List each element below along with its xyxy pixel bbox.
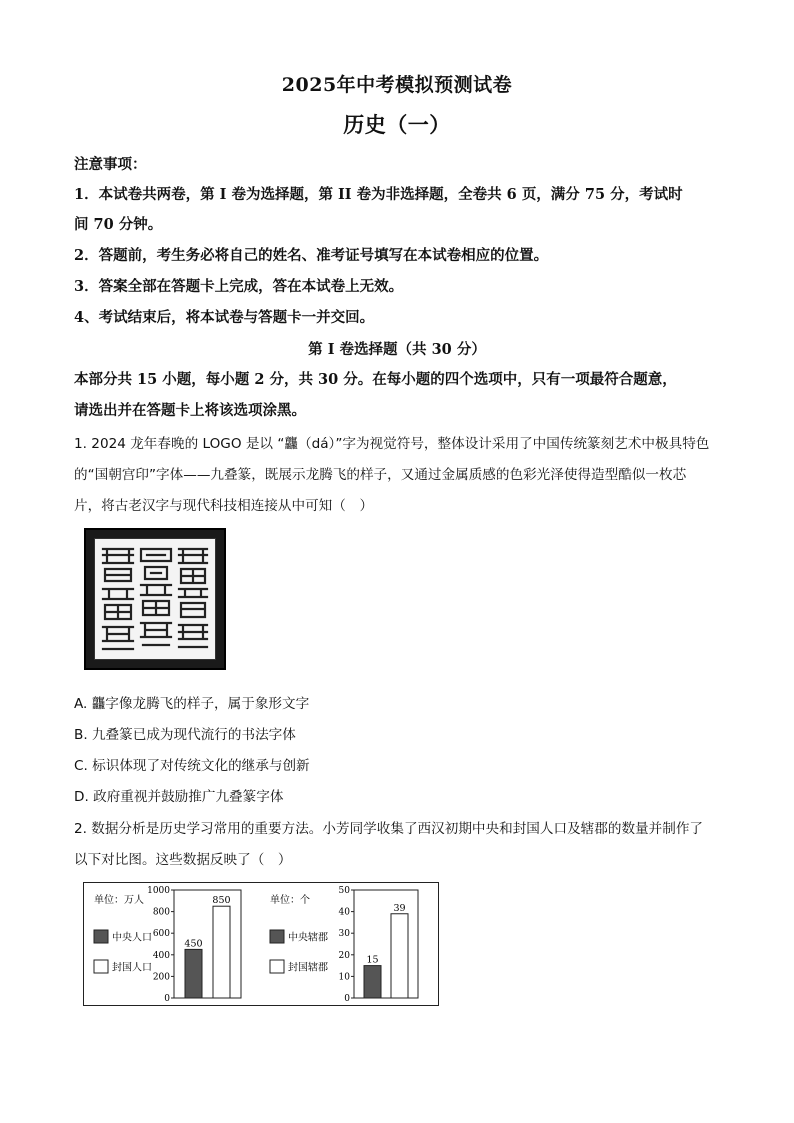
chart-1-bar-label-1: 39 [393,902,406,914]
chart-0-bar-0 [185,949,202,998]
chart-1-bar-label-0: 15 [366,954,379,966]
notice-item-2: 2．答题前，考生务必将自己的姓名、准考证号填写在本试卷相应的位置。 [74,247,549,264]
notice-item-3: 3．答案全部在答题卡上完成，答在本试卷上无效。 [74,278,404,295]
chart-1-ytick-label-2: 20 [338,950,350,961]
section-instruction-2: 请选出并在答题卡上将该选项涂黑。 [74,402,306,419]
chart-1-unit-label: 单位：个 [270,895,310,906]
chart-1-legend-swatch-1 [270,960,284,973]
chart-0-bar-1 [213,906,230,998]
chart-1-ytick-label-4: 40 [338,907,350,918]
chart-0-ytick-label-0: 0 [164,994,170,1004]
chart-1-ytick-label-1: 10 [338,972,350,983]
chart-1-legend-label-0: 中央辖郡 [288,932,328,944]
chart-0-ytick-label-3: 600 [152,929,170,940]
chart-0-legend-swatch-1 [94,960,108,973]
chart-0-legend-swatch-0 [94,930,108,943]
chart-1-bar-0 [364,966,381,998]
exam-subtitle: 历史（一） [343,112,451,137]
q1-option-b: B. 九叠篆已成为现代流行的书法字体 [74,727,296,743]
chart-0-ytick-label-5: 1000 [147,886,170,896]
comparison-charts [84,883,437,1004]
chart-1-ytick-label-3: 30 [338,929,350,940]
chart-0-bar-label-1: 850 [212,895,231,907]
seal-image [84,528,226,670]
notice-item-1-cont: 间 70 分钟。 [74,216,163,233]
notice-item-1: 1．本试卷共两卷，第 I 卷为选择题，第 II 卷为非选择题，全卷共 6 页，满分 75 分，考试时 [74,186,683,203]
q1-line-1: 1. 2024 龙年春晚的 LOGO 是以 “龘（dá）”字为视觉符号，整体设计采用了中国传统篆刻艺术中极具特色 [74,436,710,452]
comparison-chart-frame [83,882,439,1006]
chart-0-ytick-label-1: 200 [152,972,170,983]
q1-line-2: 的“国朝宫印”字体——九叠篆，既展示龙腾飞的样子，又通过金属质感的色彩光泽使得造型酷似一枚芯 [74,467,687,483]
notice-item-4: 4、考试结束后，将本试卷与答题卡一并交回。 [74,309,375,326]
chart-0-bar-label-0: 450 [184,938,203,950]
chart-1-ytick-label-5: 50 [338,886,350,896]
q1-option-a: A. 龘字像龙腾飞的样子，属于象形文字 [74,696,310,712]
section-title: 第 I 卷选择题（共 30 分） [308,341,486,358]
chart-1-bar-1 [391,914,408,998]
chart-0-ytick-label-2: 400 [152,950,170,961]
q1-option-d: D. 政府重视并鼓励推广九叠篆字体 [74,789,284,805]
chart-0-legend-label-0: 中央人口 [112,932,152,944]
q2-line-1: 2. 数据分析是历史学习常用的重要方法。小芳同学收集了西汉初期中央和封国人口及辖郡的数量并制作了 [74,821,704,837]
chart-0-legend-label-1: 封国人口 [112,962,152,974]
chart-1-legend-label-1: 封国辖郡 [288,962,328,974]
chart-1-legend-swatch-0 [270,930,284,943]
seal-glyphs [95,539,217,661]
q2-line-2: 以下对比图。这些数据反映了（ ） [74,852,292,868]
chart-1-ytick-label-0: 0 [344,994,350,1004]
q1-line-3: 片，将古老汉字与现代科技相连接从中可知（ ） [74,498,374,514]
section-instruction-1: 本部分共 15 小题，每小题 2 分，共 30 分。在每小题的四个选项中，只有一项最符合题意， [74,371,677,388]
chart-0-unit-label: 单位：万人 [94,895,144,906]
notice-heading: 注意事项： [74,156,147,173]
chart-0-ytick-label-4: 800 [152,907,170,918]
q1-option-c: C. 标识体现了对传统文化的继承与创新 [74,758,310,774]
exam-title: 2025年中考模拟预测试卷 [281,74,513,96]
